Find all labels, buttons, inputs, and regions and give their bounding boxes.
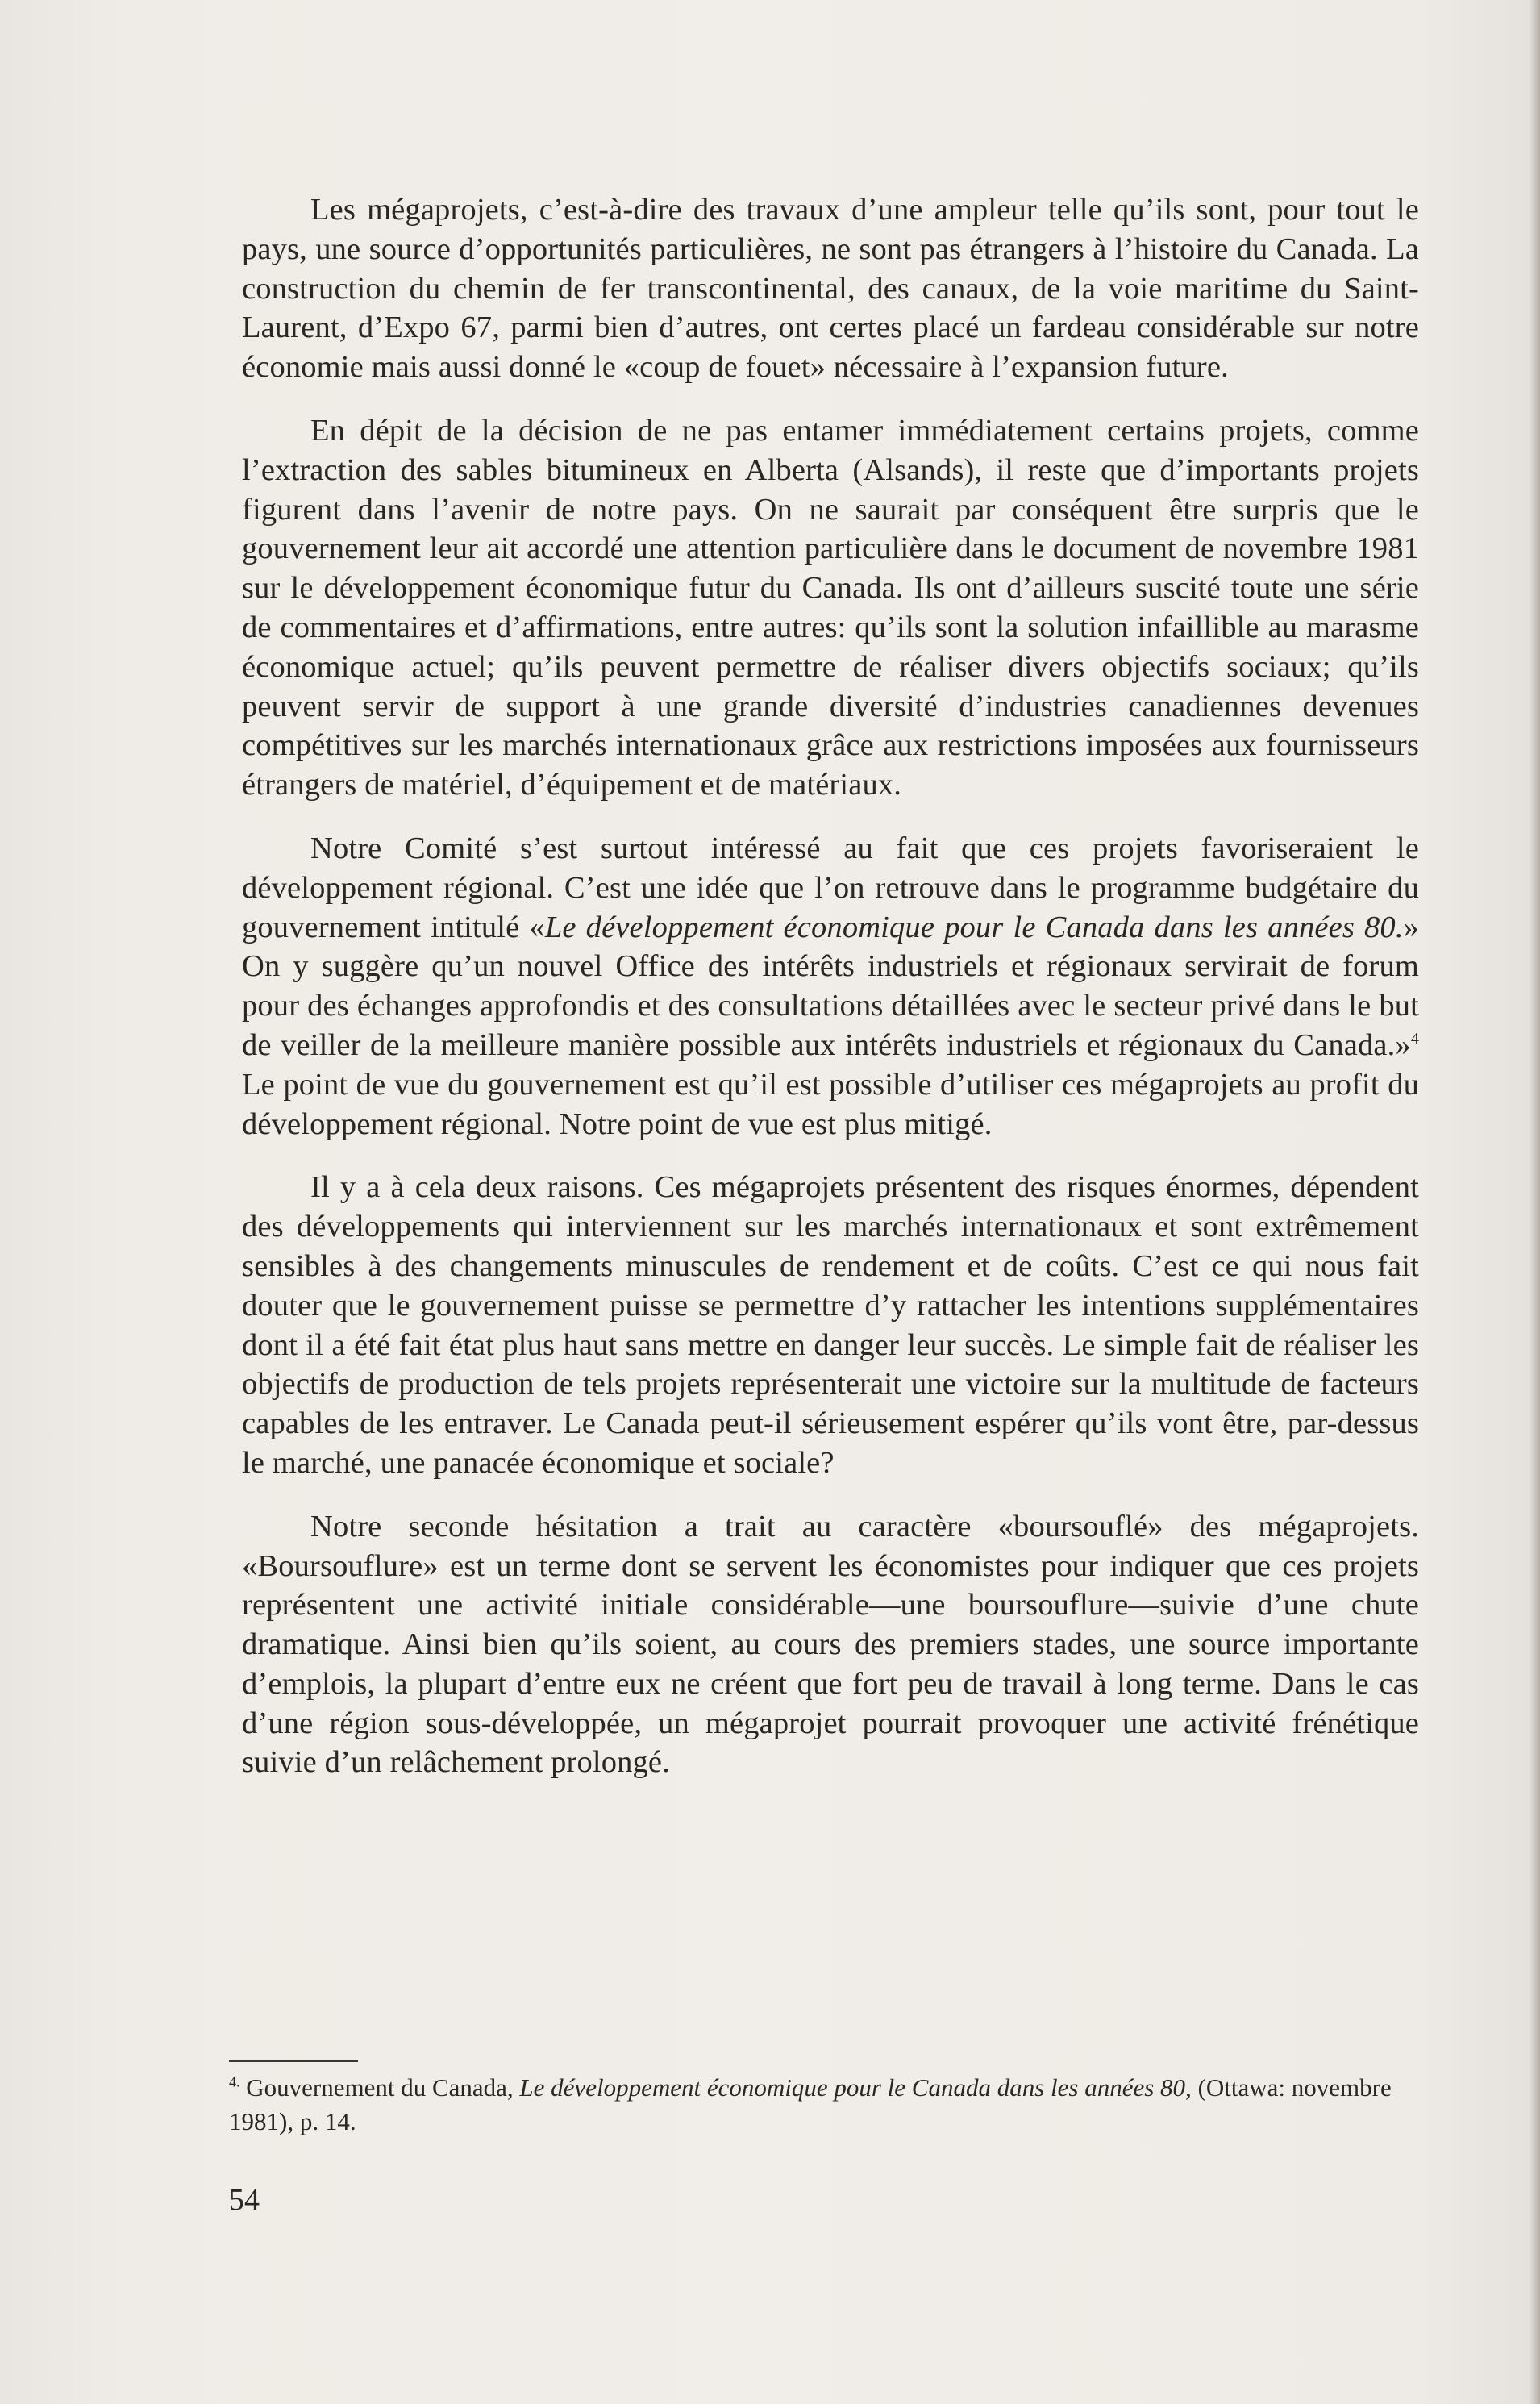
body-text bbox=[242, 190, 1419, 1806]
footnote-tail: (Ottawa: novembre 1981), p. 14. bbox=[229, 2073, 1392, 2135]
paragraph-regional-development bbox=[242, 829, 1419, 1144]
paragraph-boom-bust: Notre seconde hésitation a trait au caractère «boursouflé» des mégaprojets. «Boursouflure» est un terme dont se servent les économistes pour indiquer que ces projets représentent une activité initiale considérable—une boursouflure—suivie d’une chute dramatique. Ainsi bien qu’ils soient, au cours des premiers stades, une source importante d’emplois, la plupart d’entre eux ne créent que fort peu de travail à long terme. Dans le cas d’une région sous-développée, un mégaprojet pourrait provoquer une activité frénétique suivie d’un relâchement prolongé. bbox=[242, 1509, 1419, 1780]
paragraph-government-attention: En dépit de la décision de ne pas entamer immédiatement certains projets, comme l’extraction des sables bitumineux en Alberta (Alsands), il reste que d’importants projets figurent dans l’avenir de notre pays. On ne saurait par conséquent être surpris que le gouvernement leur ait accordé une attention particulière dans le document de novembre 1981 sur le développement économique futur du Canada. Ils ont d’ailleurs suscité toute une série de commentaires et d’affirmations, entre autres: qu’ils sont la solution infaillible au marasme économique actuel; qu’ils peuvent permettre de réaliser divers objectifs sociaux; qu’ils peuvent servir de support à une grande diversité d’industries canadiennes devenues compétitives sur les marchés internationaux grâce aux restrictions imposées aux fournisseurs étrangers de matériel, d’équipement et de matériaux. bbox=[242, 413, 1419, 802]
paragraph-two-reasons: Il y a à cela deux raisons. Ces mégaprojets présentent des risques énormes, dépendent des développements qui interviennent sur les marchés internationaux et sont extrêmement sensibles à des changements minuscules de rendement et de coûts. C’est ce qui nous fait douter que le gouvernement puisse se permettre d’y rattacher les intentions supplémentaires dont il a été fait état plus haut sans mettre en danger leur succès. Le simple fait de réaliser les objectifs de production de tels projets représenterait une victoire sur la multitude de facteurs capables de les entraver. Le Canada peut-il sérieusement espérer qu’ils vont être, par-dessus le marché, une panacée économique et sociale? bbox=[242, 1170, 1419, 1480]
paragraph-3-italic-title: Le développement économique pour le Canada dans les années 80. bbox=[544, 910, 1404, 944]
page-edge-shadow bbox=[1529, 0, 1540, 2404]
page-number: 54 bbox=[229, 2183, 260, 2217]
footnote-divider bbox=[229, 2060, 358, 2062]
paragraph-megaprojects-history: Les mégaprojets, c’est-à-dire des travaux d’une ampleur telle qu’ils sont, pour tout le pays, une source d’opportunités particulières, ne sont pas étrangers à l’histoire du Canada. La construction du chemin de fer transcontinental, des canaux, de la voie maritime du Saint-Laurent, d’Expo 67, parmi bien d’autres, ont certes placé un fardeau considérable sur notre économie mais aussi donné le «coup de fouet» nécessaire à l’expansion future. bbox=[242, 193, 1419, 385]
footnote bbox=[229, 2071, 1414, 2139]
footnote-title: Le développement économique pour le Canada dans les années 80, bbox=[519, 2073, 1192, 2102]
footnote-reference: 4 bbox=[1410, 1030, 1419, 1048]
paragraph-3-text-before: Notre Comité s’est surtout intéressé au fait que ces projets favoriseraient le développement régional. C’est une idée que l’on retrouve dans le programme budgétaire du gouvernement intitulé « bbox=[242, 831, 1419, 944]
paragraph-3-text-middle: » On y suggère qu’un nouvel Office des intérêts industriels et régionaux servirait de forum pour des échanges approfondis et des consultations détaillées avec le secteur privé dans le but de veiller de la meilleure manière possible aux intérêts industriels et régionaux du Canada.» bbox=[242, 910, 1420, 1062]
footnote-marker: 4. bbox=[229, 2073, 240, 2090]
footnote-lead: Gouvernement du Canada, bbox=[239, 2073, 520, 2102]
paragraph-3-text-after: Le point de vue du gouvernement est qu’il est possible d’utiliser ces mégaprojets au profit du développement régional. Notre point de vue est plus mitigé. bbox=[242, 1067, 1419, 1141]
